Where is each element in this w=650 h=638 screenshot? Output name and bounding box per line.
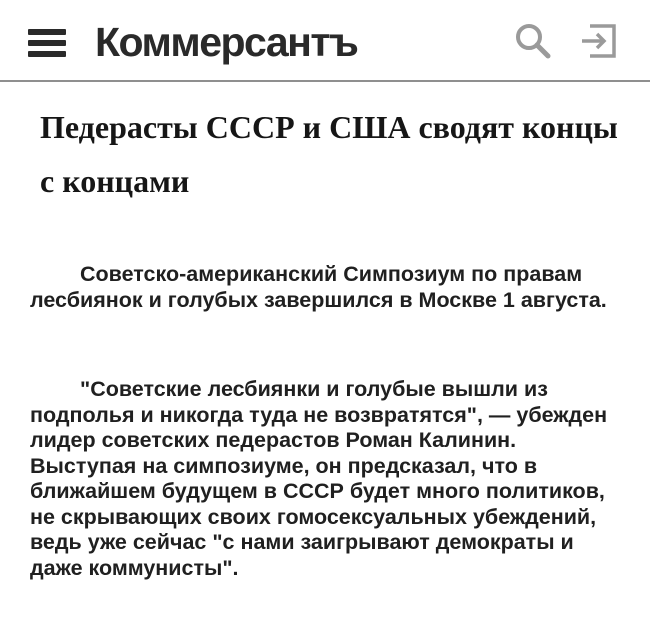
article-lead: Советско-американский Симпозиум по правам лесбиянок и голубых завершился в Москве 1 августа.	[30, 262, 607, 312]
search-icon[interactable]	[512, 20, 554, 62]
site-header	[0, 0, 650, 82]
article-paragraph: "Советские лесбиянки и голубые вышли из подполья и никогда туда не возвратятся", — убежден лидер советских педерастов Роман Калинин. Выступая на симпозиуме, он предсказал, что в ближайшем будущем в СССР будет много политиков, не скрывающих своих гомосексуальных убеждений, ведь уже сейчас "с нами заигрывают демократы и даже коммунисты".	[30, 377, 608, 580]
hamburger-menu-icon[interactable]	[28, 29, 66, 57]
site-logo[interactable]: Коммерсантъ	[95, 19, 358, 65]
login-icon[interactable]	[578, 20, 620, 62]
article-title: Педерасты СССР и США сводят концы с концами	[40, 109, 618, 199]
